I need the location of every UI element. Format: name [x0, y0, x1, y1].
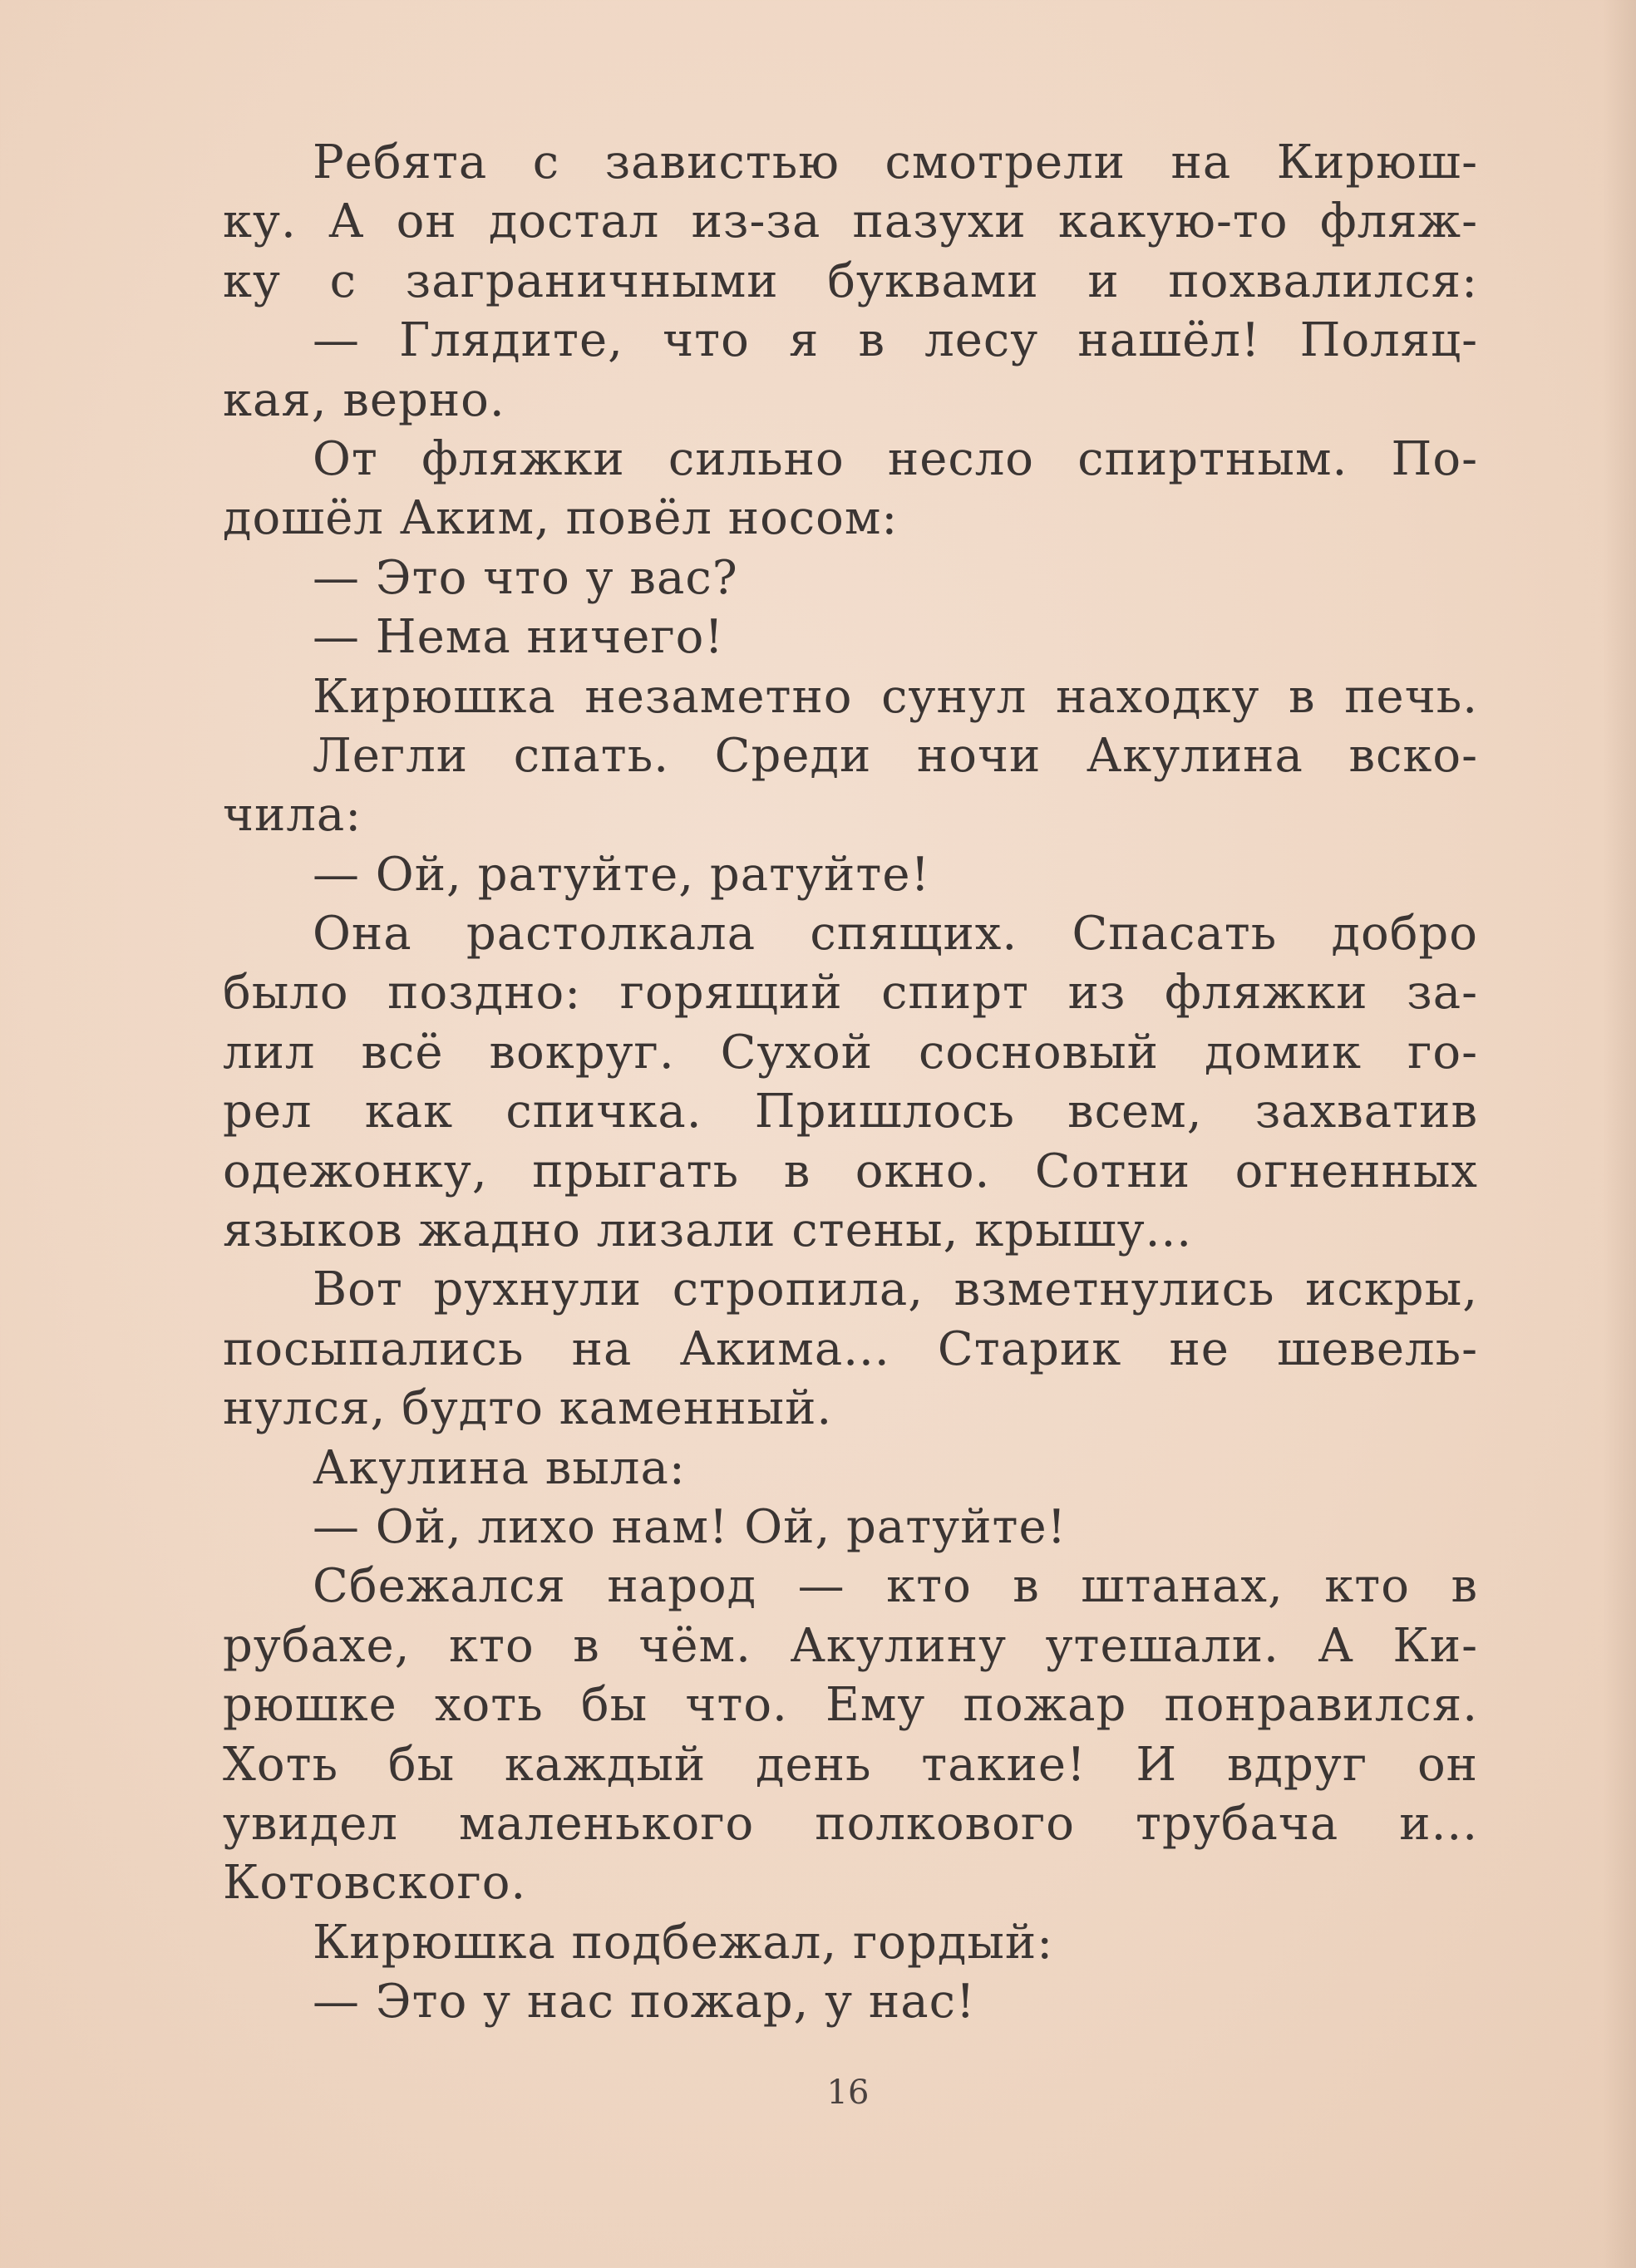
text-line: Ребята с завистью смотрели на Кирюш- — [313, 135, 1478, 189]
text-line: нулся, будто каменный. — [223, 1381, 833, 1436]
text-line: Кирюшка незаметно сунул находку в печь. — [313, 669, 1478, 724]
text-line: Вот рухнули стропила, взметнулись искры, — [313, 1262, 1478, 1317]
text-line: рюшке хоть бы что. Ему пожар понравился. — [223, 1678, 1478, 1733]
text-line: кая, верно. — [223, 372, 505, 427]
page-edge-shadow — [1603, 0, 1636, 2268]
text-line: — Это у нас пожар, у нас! — [313, 1975, 976, 2029]
text-line: — Ой, лихо нам! Ой, ратуйте! — [313, 1499, 1067, 1554]
body-text — [223, 133, 1478, 2032]
text-line: Она растолкала спящих. Спасать добро — [313, 907, 1478, 962]
page-number: 16 — [826, 2074, 870, 2112]
text-line: — Ой, ратуйте, ратуйте! — [313, 847, 930, 902]
text-line: ку. А он достал из-за пазухи какую-то фляж- — [223, 194, 1478, 249]
text-line: лил всё вокруг. Сухой сосновый домик го- — [223, 1025, 1478, 1080]
text-line: языков жадно лизали стены, крышу... — [223, 1203, 1193, 1258]
text-line: рел как спичка. Пришлось всем, захватив — [223, 1085, 1478, 1139]
text-line: дошёл Аким, повёл носом: — [223, 491, 899, 546]
text-line: — Это что у вас? — [313, 550, 738, 605]
text-line: — Глядите, что я в лесу нашёл! Поляц- — [313, 313, 1478, 368]
text-line: От фляжки сильно несло спиртным. По- — [313, 431, 1478, 486]
text-line: Сбежался народ — кто в штанах, кто в — [313, 1559, 1478, 1614]
text-line: Котовского. — [223, 1856, 527, 1911]
text-line: увидел маленького полкового трубача и... — [223, 1796, 1478, 1851]
text-line: посыпались на Акима... Старик не шевель- — [223, 1321, 1478, 1376]
text-line: Хоть бы каждый день такие! И вдруг он — [223, 1737, 1478, 1792]
text-line: рубахе, кто в чём. Акулину утешали. А Ки- — [223, 1618, 1478, 1673]
text-line: ку с заграничными буквами и похвалился: — [223, 253, 1478, 308]
text-line: было поздно: горящий спирт из фляжки за- — [223, 966, 1478, 1021]
text-line: Легли спать. Среди ночи Акулина вско- — [313, 728, 1478, 783]
text-line: одежонку, прыгать в окно. Сотни огненных — [223, 1144, 1478, 1198]
text-line: чила: — [223, 788, 362, 843]
text-line: Кирюшка подбежал, гордый: — [313, 1915, 1054, 1970]
text-line: Акулина выла: — [313, 1440, 686, 1495]
text-line: — Нема ничего! — [313, 610, 724, 665]
